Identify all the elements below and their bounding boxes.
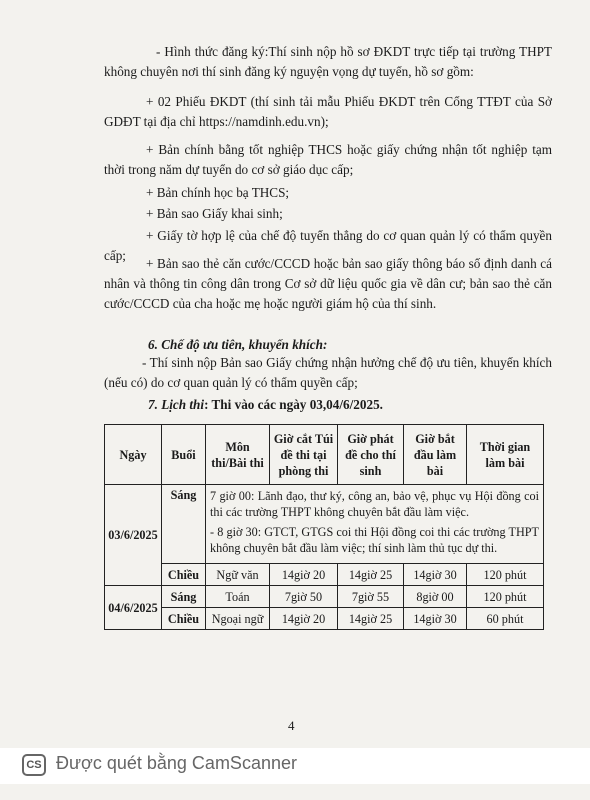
notes-cell (206, 485, 544, 564)
start-time-cell: 8giờ 00 (404, 586, 467, 608)
watermark-text: Được quét bằng CamScanner (56, 753, 297, 773)
camscanner-logo: CS (22, 754, 46, 776)
subject-cell: Toán (206, 586, 270, 608)
exam-schedule-table (104, 424, 544, 630)
table-row (105, 485, 544, 564)
schedule-dates: : Thi vào các ngày 03,04/6/2025. (204, 397, 383, 412)
session-cell: Sáng (162, 586, 206, 608)
subject-cell: Ngữ văn (206, 564, 270, 586)
cut-time-cell: 7giờ 50 (270, 586, 338, 608)
priority-paragraph: - Thí sinh nộp Bản sao Giấy chứng nhận hưởng chế độ ưu tiên, khuyến khích (nếu có) do cơ quan quản lý có thẩm quyền cấp; (104, 355, 552, 390)
session-cell: Chiều (162, 608, 206, 630)
registration-form-item: + 02 Phiếu ĐKDT (thí sinh tải mẫu Phiếu ĐKDT trên Cổng TTĐT của Sở GDĐT tại địa chỉ https://namdinh.edu.vn); (104, 94, 552, 129)
header-duration: Thời gian làm bài (467, 425, 544, 485)
subject-cell: Ngoại ngữ (206, 608, 270, 630)
start-time-cell: 14giờ 30 (404, 564, 467, 586)
direct-admission-item: + Giấy tờ hợp lệ của chế độ tuyển thẳng do cơ quan quản lý có thẩm quyền cấp; (104, 228, 552, 263)
table-row (105, 608, 544, 630)
table-header-row (105, 425, 544, 485)
duration-cell: 120 phút (467, 564, 544, 586)
schedule-heading: 7. Lịch thi (148, 397, 205, 412)
hand-out-time-cell: 14giờ 25 (338, 564, 404, 586)
start-time-cell: 14giờ 30 (404, 608, 467, 630)
transcript-item: + Bản chính học bạ THCS; (146, 185, 290, 200)
birth-certificate-item: + Bản sao Giấy khai sinh; (146, 206, 283, 221)
session-cell: Chiều (162, 564, 206, 586)
duration-cell: 120 phút (467, 586, 544, 608)
registration-form-paragraph: - Hình thức đăng ký:Thí sinh nộp hồ sơ ĐKDT trực tiếp tại trường THPT không chuyên nơi thí sinh đăng ký nguyện vọng dự tuyển, hồ sơ gồm: (104, 44, 552, 79)
header-session: Buổi (162, 425, 206, 485)
page-number: 4 (288, 718, 295, 733)
header-cut-envelope-time: Giờ cắt Túi đề thi tại phòng thi (270, 425, 338, 485)
note-line: - 8 giờ 30: GTCT, GTGS coi thi Hội đồng coi thi các trường THPT không chuyên bắt đầu làm việc; thí sinh làm thủ tục dự thi. (210, 525, 539, 555)
header-hand-out-time: Giờ phát đề cho thí sinh (338, 425, 404, 485)
hand-out-time-cell: 14giờ 25 (338, 608, 404, 630)
date-cell: 04/6/2025 (105, 586, 162, 630)
header-start-time: Giờ bắt đầu làm bài (404, 425, 467, 485)
diploma-item: + Bản chính bằng tốt nghiệp THCS hoặc giấy chứng nhận tốt nghiệp tạm thời trong năm dự tuyển do cơ sở giáo dục cấp; (104, 142, 552, 177)
cut-time-cell: 14giờ 20 (270, 564, 338, 586)
hand-out-time-cell: 7giờ 55 (338, 586, 404, 608)
note-line: 7 giờ 00: Lãnh đạo, thư ký, công an, bảo vệ, phục vụ Hội đồng coi thi các trường THPT không chuyên bắt đầu làm việc. (210, 489, 539, 519)
session-cell: Sáng (162, 485, 206, 564)
scanner-watermark-bar (0, 748, 590, 784)
table-row (105, 564, 544, 586)
header-date: Ngày (105, 425, 162, 485)
date-cell: 03/6/2025 (105, 485, 162, 586)
section-7-heading (148, 397, 383, 413)
cut-time-cell: 14giờ 20 (270, 608, 338, 630)
duration-cell: 60 phút (467, 608, 544, 630)
header-subject: Môn thi/Bài thi (206, 425, 270, 485)
section-6-heading: 6. Chế độ ưu tiên, khuyến khích: (148, 337, 328, 352)
id-card-item: + Bản sao thẻ căn cước/CCCD hoặc bản sao giấy thông báo số định danh cá nhân và thông tin công dân trong Cơ sở dữ liệu quốc gia về dân cư; bản sao thẻ căn cước/CCCD của cha hoặc mẹ hoặc người giám hộ của thí sinh. (104, 256, 552, 311)
table-row (105, 586, 544, 608)
